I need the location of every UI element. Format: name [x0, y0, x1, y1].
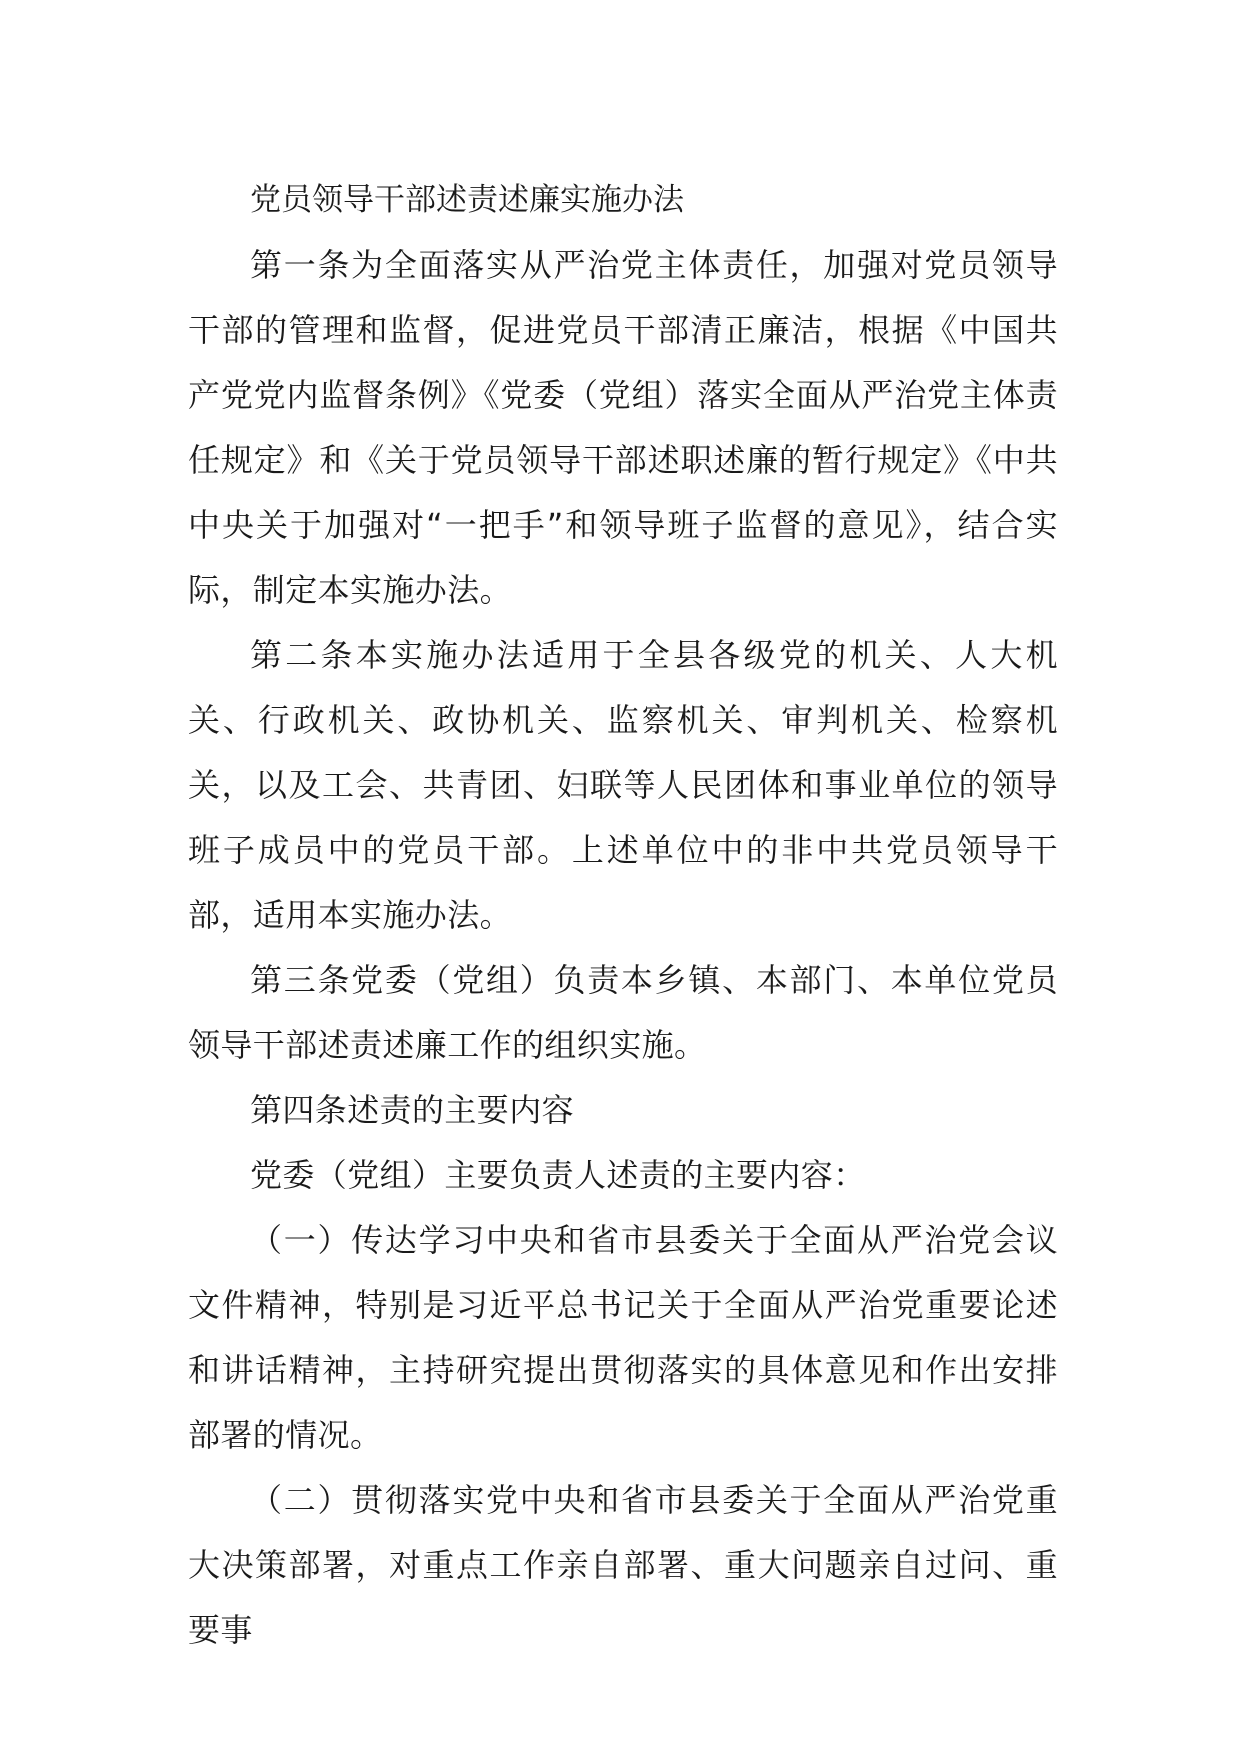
document-body [188, 168, 1058, 1663]
article-4-heading: 第四条述责的主要内容 [250, 1091, 575, 1129]
section-intro-paragraph: 党委（党组）主要负责人述责的主要内容： [250, 1156, 866, 1194]
article-1-paragraph: 第一条为全面落实从严治党主体责任，加强对党员领导干部的管理和监督，促进党员干部清正廉洁，根据《中国共产党党内监督条例》《党委（党组）落实全面从严治党主体责任规定》和《关于党员领导干部述职述廉的暂行规定》《中共中央关于加强对“一把手”和领导班子监督的意见》，结合实际，制定本实施办法。 [188, 246, 1058, 609]
article-2-paragraph: 第二条本实施办法适用于全县各级党的机关、人大机关、行政机关、政协机关、监察机关、审判机关、检察机关，以及工会、共青团、妇联等人民团体和事业单位的领导班子成员中的党员干部。上述单位中的非中共党员领导干部，适用本实施办法。 [188, 636, 1058, 934]
item-2-paragraph: （二）贯彻落实党中央和省市县委关于全面从严治党重大决策部署，对重点工作亲自部署、重大问题亲自过问、重要事 [188, 1481, 1058, 1649]
document-title: 党员领导干部述责述廉实施办法 [250, 182, 684, 218]
article-3-paragraph: 第三条党委（党组）负责本乡镇、本部门、本单位党员领导干部述责述廉工作的组织实施。 [188, 961, 1058, 1064]
item-1-paragraph: （一）传达学习中央和省市县委关于全面从严治党会议文件精神，特别是习近平总书记关于全面从严治党重要论述和讲话精神，主持研究提出贯彻落实的具体意见和作出安排部署的情况。 [188, 1221, 1058, 1454]
